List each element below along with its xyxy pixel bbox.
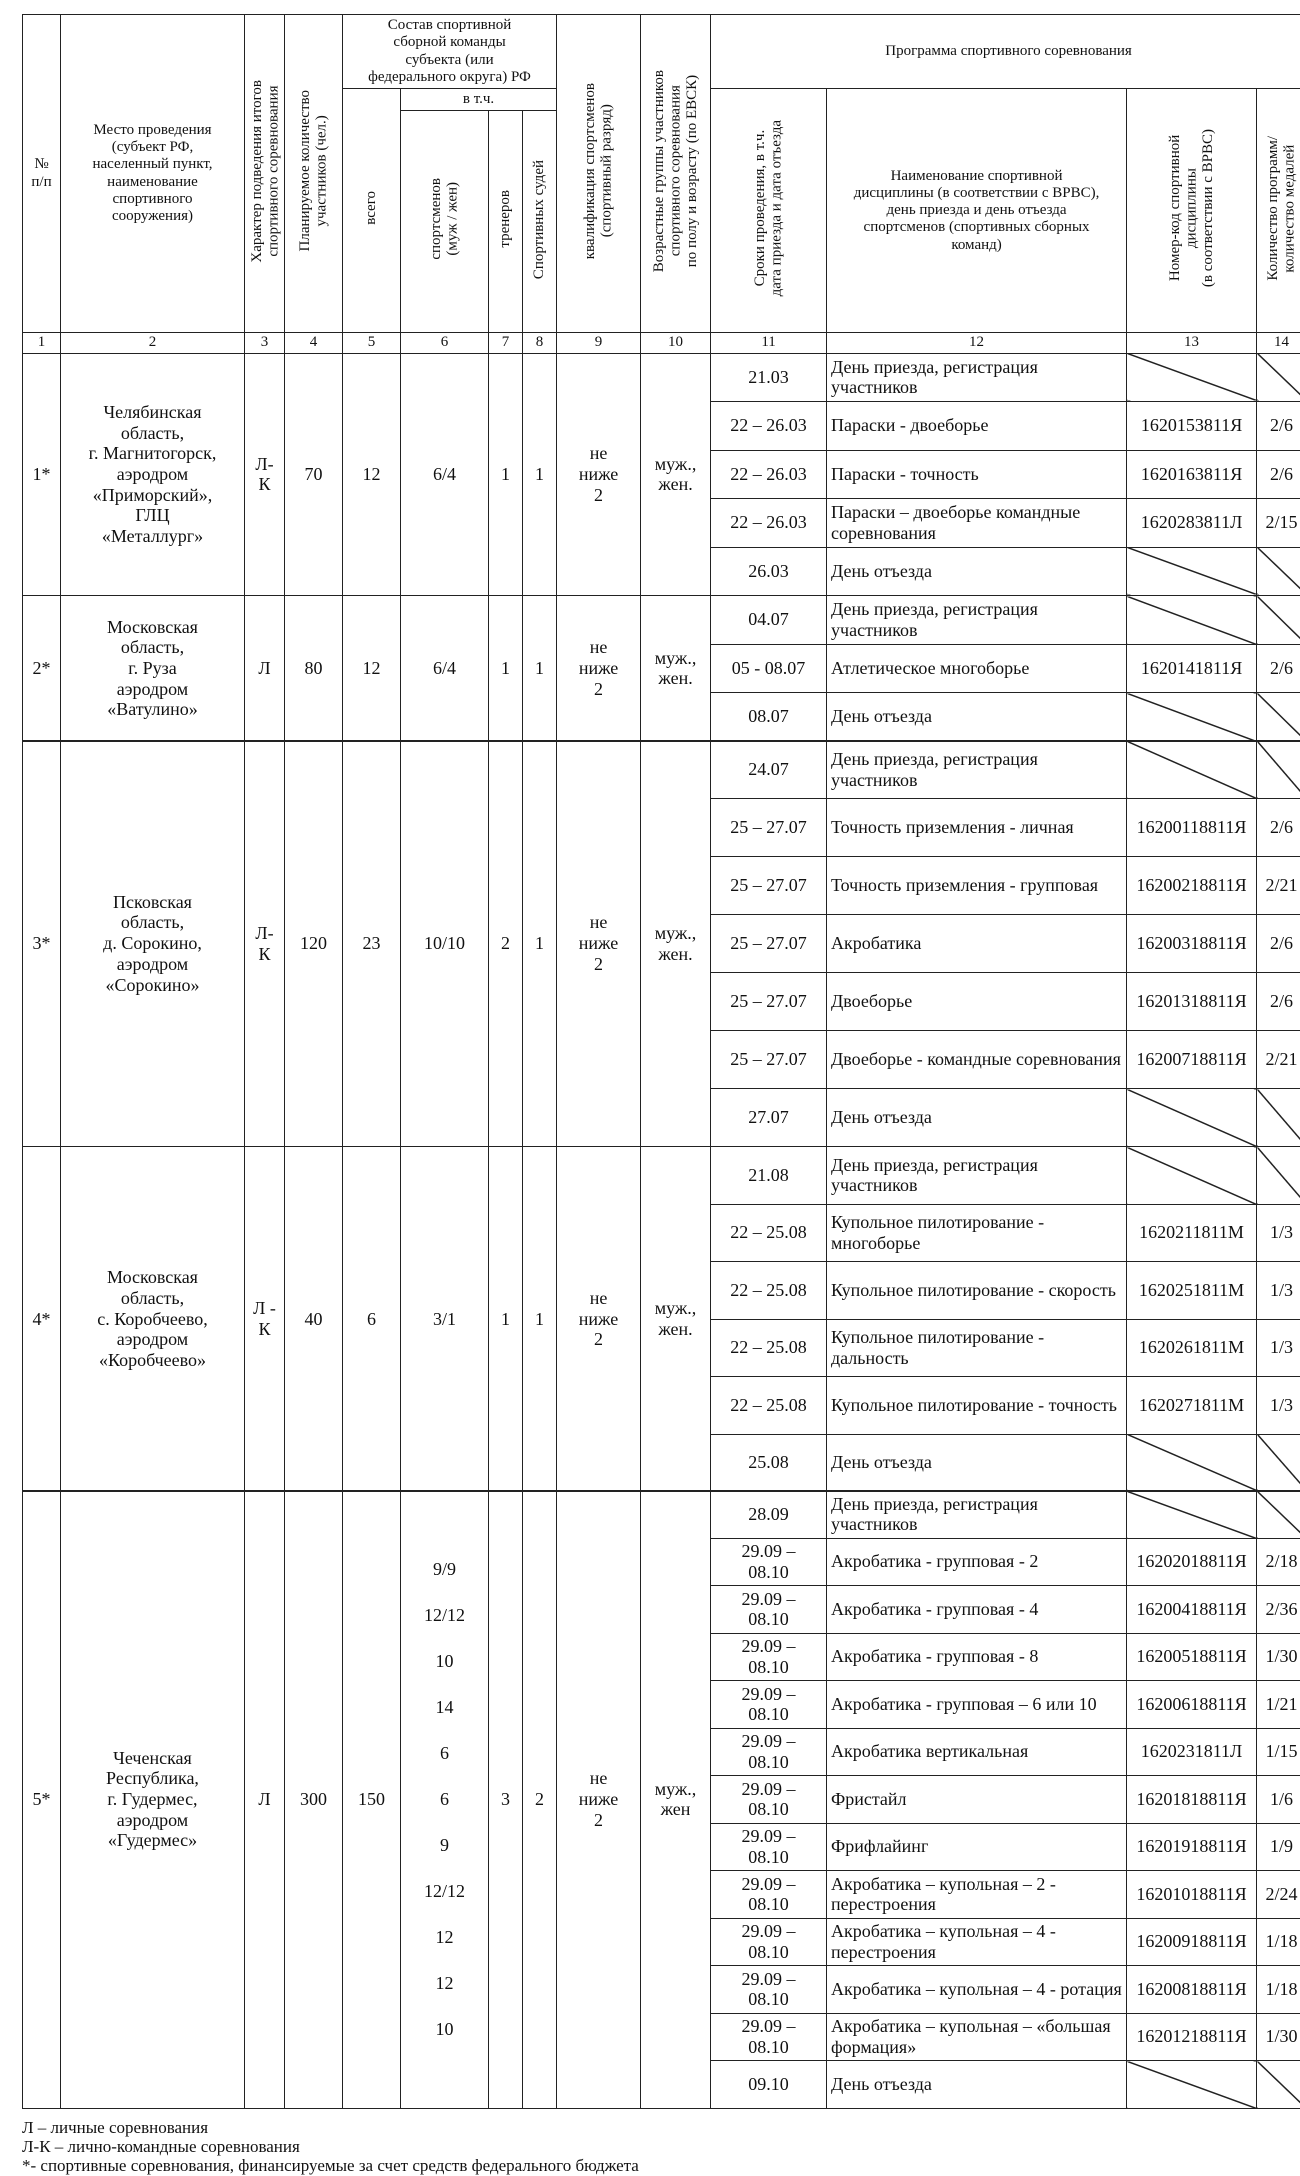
row-discipline: Параски - двоеборье	[827, 402, 1127, 451]
athletes-value: 14	[403, 1684, 486, 1730]
col-num: 3	[245, 333, 285, 353]
col-num: 14	[1257, 333, 1300, 353]
event-athletes: 6/4	[401, 596, 489, 742]
row-discipline: Акробатика вертикальная	[827, 1728, 1127, 1776]
row-date: 09.10	[711, 2061, 827, 2109]
row-date: 21.03	[711, 353, 827, 402]
row-medals: 2/6	[1257, 915, 1300, 973]
row-discipline: Точность приземления - групповая	[827, 857, 1127, 915]
event-place: Чеченская Республика, г. Гудермес, аэродром «Гудермес»	[61, 1491, 245, 2109]
event-coaches: 3	[489, 1491, 523, 2109]
row-date: 25 – 27.07	[711, 1031, 827, 1089]
event-total: 12	[343, 353, 401, 596]
row-date: 29.09 – 08.10	[711, 2013, 827, 2061]
row-date: 22 – 26.03	[711, 450, 827, 499]
header-code: Номер-код спортивной дисциплины (в соответствии с ВРВС)	[1127, 89, 1257, 333]
row-code: 16200818811Я	[1127, 1966, 1257, 2014]
event-result-type: Л	[245, 1491, 285, 2109]
row-date: 29.09 – 08.10	[711, 1823, 827, 1871]
table-row	[23, 1491, 1300, 1539]
col-num: 8	[523, 333, 557, 353]
row-code: 16201218811Я	[1127, 2013, 1257, 2061]
athletes-value: 10	[403, 2006, 486, 2052]
event-judges: 1	[523, 353, 557, 596]
event-number: 3*	[23, 741, 61, 1147]
row-discipline: Купольное пилотирование - дальность	[827, 1319, 1127, 1377]
event-athletes	[401, 1491, 489, 2109]
event-judges: 1	[523, 596, 557, 742]
header-total: всего	[343, 89, 401, 333]
legend-team: Л-К – лично-командные соревнования	[22, 2137, 300, 2157]
event-age-groups: муж., жен.	[641, 596, 711, 742]
table-row	[23, 741, 1300, 799]
row-date: 04.07	[711, 596, 827, 645]
row-medals	[1257, 693, 1300, 742]
athletes-value: 10	[403, 1638, 486, 1684]
event-number: 5*	[23, 1491, 61, 2109]
row-date: 24.07	[711, 741, 827, 799]
row-date: 29.09 – 08.10	[711, 1538, 827, 1586]
event-planned: 40	[285, 1147, 343, 1492]
row-discipline: Параски - точность	[827, 450, 1127, 499]
row-discipline: Акробатика - групповая - 2	[827, 1538, 1127, 1586]
row-code: 16200918811Я	[1127, 1918, 1257, 1966]
row-date: 29.09 – 08.10	[711, 1918, 827, 1966]
row-discipline: Акробатика – купольная – 4 - перестроения	[827, 1918, 1127, 1966]
schedule-table-part-3	[22, 1490, 1300, 2109]
event-coaches: 1	[489, 596, 523, 742]
row-discipline: Атлетическое многоборье	[827, 644, 1127, 693]
row-medals: 2/6	[1257, 799, 1300, 857]
row-medals: 1/3	[1257, 1204, 1300, 1262]
header-medals: Количество программ/ количество медалей	[1257, 89, 1300, 333]
event-age-groups: муж., жен.	[641, 353, 711, 596]
row-date: 25 – 27.07	[711, 857, 827, 915]
event-number: 4*	[23, 1147, 61, 1492]
row-code	[1127, 1491, 1257, 1539]
row-date: 29.09 – 08.10	[711, 1776, 827, 1824]
row-code: 1620141811Я	[1127, 644, 1257, 693]
row-date: 26.03	[711, 547, 827, 596]
row-medals: 1/21	[1257, 1681, 1300, 1729]
row-date: 25.08	[711, 1434, 827, 1492]
row-date: 29.09 – 08.10	[711, 1728, 827, 1776]
row-code: 1620163811Я	[1127, 450, 1257, 499]
row-date: 27.07	[711, 1089, 827, 1147]
col-num: 13	[1127, 333, 1257, 353]
event-total: 12	[343, 596, 401, 742]
event-athletes: 10/10	[401, 741, 489, 1147]
event-planned: 300	[285, 1491, 343, 2109]
athletes-value: 12/12	[403, 1592, 486, 1638]
event-place: Московская область, с. Коробчеево, аэродром «Коробчеево»	[61, 1147, 245, 1492]
row-code	[1127, 741, 1257, 799]
event-planned: 70	[285, 353, 343, 596]
row-code: 16200618811Я	[1127, 1681, 1257, 1729]
row-date: 25 – 27.07	[711, 973, 827, 1031]
athletes-value: 9/9	[403, 1546, 486, 1592]
event-qualification: не ниже 2	[557, 353, 641, 596]
row-date: 25 – 27.07	[711, 799, 827, 857]
row-code: 16200518811Я	[1127, 1633, 1257, 1681]
row-medals: 1/3	[1257, 1262, 1300, 1320]
col-num: 10	[641, 333, 711, 353]
row-medals: 1/18	[1257, 1966, 1300, 2014]
row-medals: 2/6	[1257, 402, 1300, 451]
event-planned: 120	[285, 741, 343, 1147]
event-qualification: не ниже 2	[557, 1491, 641, 2109]
row-date: 22 – 25.08	[711, 1319, 827, 1377]
event-qualification: не ниже 2	[557, 596, 641, 742]
row-date: 29.09 – 08.10	[711, 1633, 827, 1681]
row-discipline: Акробатика - групповая – 6 или 10	[827, 1681, 1127, 1729]
event-coaches: 2	[489, 741, 523, 1147]
event-result-type: Л- К	[245, 353, 285, 596]
header-team-composition: Состав спортивной сборной команды субъекта (или федерального округа) РФ	[343, 15, 557, 89]
row-code: 16200318811Я	[1127, 915, 1257, 973]
row-discipline: Акробатика - групповая - 8	[827, 1633, 1127, 1681]
event-age-groups: муж., жен.	[641, 741, 711, 1147]
header-including: в т.ч.	[401, 89, 557, 111]
event-result-type: Л- К	[245, 741, 285, 1147]
row-code: 1620211811М	[1127, 1204, 1257, 1262]
event-result-type: Л	[245, 596, 285, 742]
row-date: 25 – 27.07	[711, 915, 827, 973]
col-num: 12	[827, 333, 1127, 353]
row-discipline: День отъезда	[827, 693, 1127, 742]
row-discipline: День отъезда	[827, 1434, 1127, 1492]
event-number: 2*	[23, 596, 61, 742]
table-row	[23, 596, 1300, 645]
header-program: Программа спортивного соревнования	[711, 15, 1300, 89]
row-code: 1620283811Л	[1127, 499, 1257, 548]
event-qualification: не ниже 2	[557, 741, 641, 1147]
col-num: 11	[711, 333, 827, 353]
schedule-table-part-2	[22, 740, 1300, 1492]
row-discipline: Купольное пилотирование - многоборье	[827, 1204, 1127, 1262]
row-date: 28.09	[711, 1491, 827, 1539]
row-medals: 1/15	[1257, 1728, 1300, 1776]
row-discipline: Фристайл	[827, 1776, 1127, 1824]
row-medals	[1257, 353, 1300, 402]
row-discipline: Фрифлайинг	[827, 1823, 1127, 1871]
row-code	[1127, 596, 1257, 645]
row-medals	[1257, 1089, 1300, 1147]
header-place: Место проведения (субъект РФ, населенный пункт, наименование спортивного сооружения)	[61, 15, 245, 333]
row-discipline: День приезда, регистрация участников	[827, 1147, 1127, 1205]
col-num: 4	[285, 333, 343, 353]
col-num: 7	[489, 333, 523, 353]
row-medals	[1257, 547, 1300, 596]
row-date: 08.07	[711, 693, 827, 742]
col-num: 2	[61, 333, 245, 353]
event-total: 150	[343, 1491, 401, 2109]
schedule-table-part-1	[22, 14, 1300, 742]
event-age-groups: муж., жен.	[641, 1147, 711, 1492]
row-medals: 2/6	[1257, 973, 1300, 1031]
row-medals	[1257, 1434, 1300, 1492]
row-code: 1620261811М	[1127, 1319, 1257, 1377]
event-total: 6	[343, 1147, 401, 1492]
row-code: 1620231811Л	[1127, 1728, 1257, 1776]
header-planned-participants: Планируемое количество участников (чел.)	[285, 15, 343, 333]
header-coaches: тренеров	[489, 111, 523, 333]
row-medals: 2/21	[1257, 1031, 1300, 1089]
event-planned: 80	[285, 596, 343, 742]
row-medals: 1/9	[1257, 1823, 1300, 1871]
row-discipline: Двоеборье - командные соревнования	[827, 1031, 1127, 1089]
event-coaches: 1	[489, 1147, 523, 1492]
row-date: 22 – 26.03	[711, 499, 827, 548]
legend-federal: *- спортивные соревнования, финансируемые за счет средств федерального бюджета	[22, 2156, 639, 2176]
row-medals: 1/18	[1257, 1918, 1300, 1966]
event-age-groups: муж., жен	[641, 1491, 711, 2109]
row-medals: 1/6	[1257, 1776, 1300, 1824]
header-result-type: Характер подведения итогов спортивного соревнования	[245, 15, 285, 333]
table-row	[23, 1147, 1300, 1205]
legend-individual: Л – личные соревнования	[22, 2118, 208, 2138]
col-num: 1	[23, 333, 61, 353]
event-total: 23	[343, 741, 401, 1147]
row-discipline: День отъезда	[827, 547, 1127, 596]
row-code: 1620251811М	[1127, 1262, 1257, 1320]
row-code: 1620153811Я	[1127, 402, 1257, 451]
row-code: 16200118811Я	[1127, 799, 1257, 857]
row-medals: 2/21	[1257, 857, 1300, 915]
row-code: 1620271811М	[1127, 1377, 1257, 1435]
row-discipline: Акробатика – купольная – «большая формация»	[827, 2013, 1127, 2061]
row-code	[1127, 353, 1257, 402]
header-judges: Спортивных судей	[523, 111, 557, 333]
row-code	[1127, 2061, 1257, 2109]
athletes-value: 6	[403, 1776, 486, 1822]
row-code	[1127, 547, 1257, 596]
row-date: 22 – 26.03	[711, 402, 827, 451]
row-medals: 2/24	[1257, 1871, 1300, 1919]
event-number: 1*	[23, 353, 61, 596]
row-date: 29.09 – 08.10	[711, 1871, 827, 1919]
header-age-groups: Возрастные группы участников спортивного соревнования по полу и возрасту (по ЕВСК)	[641, 15, 711, 333]
event-qualification: не ниже 2	[557, 1147, 641, 1492]
col-num: 9	[557, 333, 641, 353]
row-date: 22 – 25.08	[711, 1377, 827, 1435]
row-medals: 2/18	[1257, 1538, 1300, 1586]
event-athletes: 3/1	[401, 1147, 489, 1492]
header-qualification: квалификация спортсменов (спортивный разряд)	[557, 15, 641, 333]
athletes-value: 6	[403, 1730, 486, 1776]
event-place: Псковская область, д. Сорокино, аэродром «Сорокино»	[61, 741, 245, 1147]
event-coaches: 1	[489, 353, 523, 596]
row-code: 16202018811Я	[1127, 1538, 1257, 1586]
event-judges: 2	[523, 1491, 557, 2109]
event-result-type: Л - К	[245, 1147, 285, 1492]
row-date: 22 – 25.08	[711, 1262, 827, 1320]
row-discipline: Акробатика – купольная – 2 - перестроения	[827, 1871, 1127, 1919]
header-dates: Сроки проведения, в т.ч. дата приезда и дата отъезда	[711, 89, 827, 333]
row-code: 16200718811Я	[1127, 1031, 1257, 1089]
row-discipline: День приезда, регистрация участников	[827, 353, 1127, 402]
row-discipline: День отъезда	[827, 1089, 1127, 1147]
row-discipline: Купольное пилотирование - скорость	[827, 1262, 1127, 1320]
row-date: 29.09 – 08.10	[711, 1586, 827, 1634]
row-discipline: Акробатика - групповая - 4	[827, 1586, 1127, 1634]
athletes-value: 12/12	[403, 1868, 486, 1914]
athletes-value: 9	[403, 1822, 486, 1868]
row-code: 16201918811Я	[1127, 1823, 1257, 1871]
row-code: 16201018811Я	[1127, 1871, 1257, 1919]
row-code: 16201818811Я	[1127, 1776, 1257, 1824]
col-num: 6	[401, 333, 489, 353]
row-code	[1127, 1434, 1257, 1492]
row-discipline: Точность приземления - личная	[827, 799, 1127, 857]
row-medals	[1257, 1491, 1300, 1539]
row-date: 05 - 08.07	[711, 644, 827, 693]
row-discipline: День приезда, регистрация участников	[827, 596, 1127, 645]
row-discipline: День приезда, регистрация участников	[827, 1491, 1127, 1539]
row-medals: 2/6	[1257, 644, 1300, 693]
row-date: 22 – 25.08	[711, 1204, 827, 1262]
event-place: Челябинская область, г. Магнитогорск, аэродром «Приморский», ГЛЦ «Металлург»	[61, 353, 245, 596]
row-code: 16200218811Я	[1127, 857, 1257, 915]
header-discipline: Наименование спортивной дисциплины (в соответствии с ВРВС), день приезда и день отъезда спортсменов (спортивных сборных команд)	[827, 89, 1127, 333]
row-discipline: Акробатика – купольная – 4 - ротация	[827, 1966, 1127, 2014]
col-num: 5	[343, 333, 401, 353]
row-medals	[1257, 741, 1300, 799]
row-discipline: День приезда, регистрация участников	[827, 741, 1127, 799]
row-medals	[1257, 1147, 1300, 1205]
row-medals	[1257, 2061, 1300, 2109]
row-medals	[1257, 596, 1300, 645]
athletes-value: 12	[403, 1960, 486, 2006]
row-code	[1127, 693, 1257, 742]
row-discipline: Параски – двоеборье командные соревнования	[827, 499, 1127, 548]
row-date: 29.09 – 08.10	[711, 1681, 827, 1729]
header-number: № п/п	[23, 15, 61, 333]
event-athletes: 6/4	[401, 353, 489, 596]
row-code: 16201318811Я	[1127, 973, 1257, 1031]
row-medals: 2/6	[1257, 450, 1300, 499]
event-judges: 1	[523, 741, 557, 1147]
row-medals: 2/15	[1257, 499, 1300, 548]
event-place: Московская область, г. Руза аэродром «Ватулино»	[61, 596, 245, 742]
table-row	[23, 353, 1300, 402]
row-discipline: Акробатика	[827, 915, 1127, 973]
row-medals: 1/30	[1257, 2013, 1300, 2061]
row-medals: 2/36	[1257, 1586, 1300, 1634]
row-date: 29.09 – 08.10	[711, 1966, 827, 2014]
header-athletes: спортсменов (муж / жен)	[401, 111, 489, 333]
row-discipline: Купольное пилотирование - точность	[827, 1377, 1127, 1435]
athletes-value: 12	[403, 1914, 486, 1960]
row-discipline: Двоеборье	[827, 973, 1127, 1031]
row-medals: 1/3	[1257, 1377, 1300, 1435]
row-code	[1127, 1089, 1257, 1147]
row-date: 21.08	[711, 1147, 827, 1205]
event-judges: 1	[523, 1147, 557, 1492]
row-discipline: День отъезда	[827, 2061, 1127, 2109]
row-code	[1127, 1147, 1257, 1205]
row-medals: 1/30	[1257, 1633, 1300, 1681]
row-medals: 1/3	[1257, 1319, 1300, 1377]
row-code: 16200418811Я	[1127, 1586, 1257, 1634]
